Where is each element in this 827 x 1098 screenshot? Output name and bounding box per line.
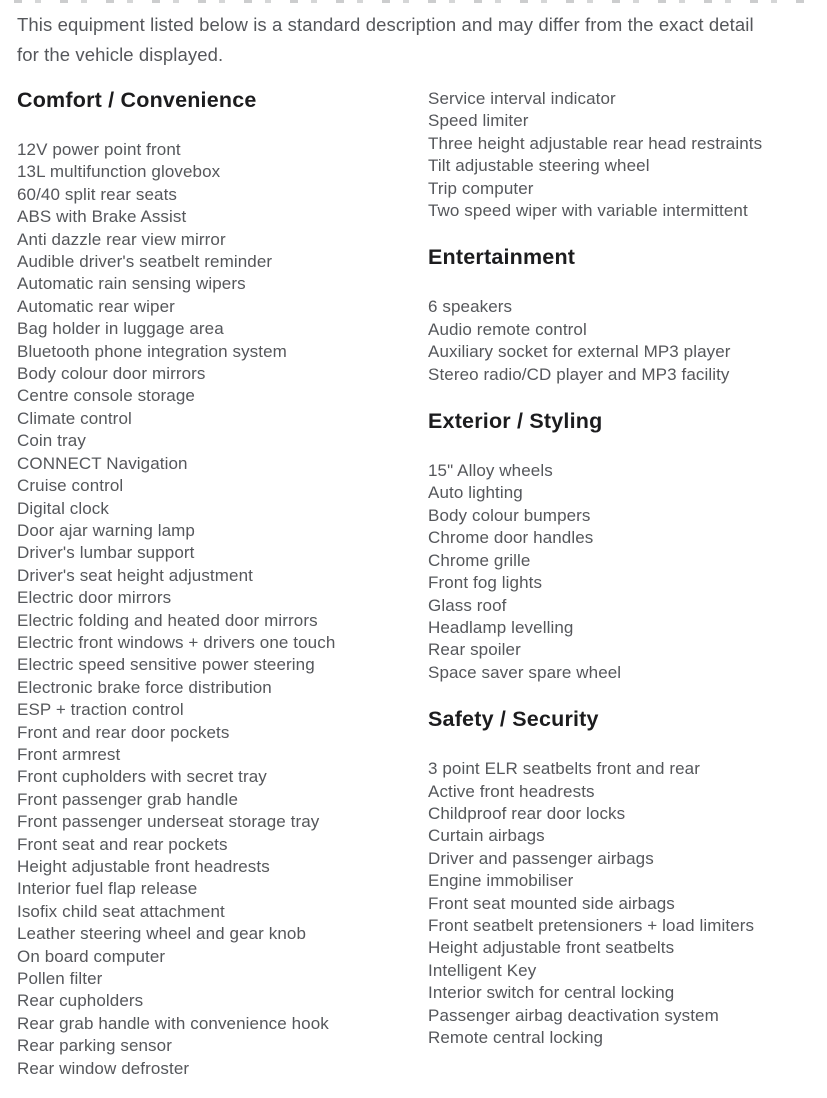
- list-item: Front passenger grab handle: [17, 789, 239, 809]
- list-item: Height adjustable front headrests: [17, 857, 270, 876]
- list-item: Two speed wiper with variable intermittent: [428, 201, 748, 221]
- list-item: Chrome door handles: [428, 528, 594, 548]
- right-column: [428, 88, 823, 1049]
- list-item: Bluetooth phone integration system: [17, 341, 287, 361]
- list-item: Rear grab handle with convenience hook: [17, 1013, 329, 1033]
- list-item: Centre console storage: [17, 386, 195, 406]
- list-item: Front seatbelt pretensioners + load limiters: [428, 915, 755, 935]
- list-item: Engine immobiliser: [428, 871, 574, 891]
- list-item: Interior switch for central locking: [428, 983, 675, 1003]
- list-item: 15" Alloy wheels: [428, 461, 553, 481]
- list-item: Tilt adjustable steering wheel: [428, 156, 650, 176]
- equipment-list: [428, 460, 823, 684]
- list-item: Isofix child seat attachment: [17, 901, 225, 921]
- list-item: Front seat mounted side airbags: [428, 893, 675, 913]
- list-item: Audio remote control: [428, 319, 587, 339]
- list-item: Glass roof: [428, 595, 507, 615]
- list-item: Pollen filter: [17, 969, 103, 989]
- list-item: Electric front windows + drivers one touch: [17, 632, 336, 652]
- list-item: Driver's seat height adjustment: [17, 565, 253, 585]
- list-item: 60/40 split rear seats: [17, 184, 178, 204]
- intro-line-1: This equipment listed below is a standard description and may differ from the exact detail: [17, 14, 754, 35]
- list-item: Curtain airbags: [428, 826, 545, 846]
- list-item: Service interval indicator: [428, 89, 616, 108]
- left-column: [17, 88, 422, 1080]
- list-item: Digital clock: [17, 498, 109, 518]
- list-item: ESP + traction control: [17, 700, 184, 720]
- section-title: Comfort / Convenience: [17, 88, 257, 112]
- list-item: Electronic brake force distribution: [17, 677, 272, 697]
- list-item: Front armrest: [17, 744, 121, 764]
- list-item: Three height adjustable rear head restraints: [428, 133, 763, 153]
- list-item: Trip computer: [428, 178, 534, 198]
- list-item: Rear parking sensor: [17, 1036, 172, 1056]
- list-item: On board computer: [17, 946, 166, 966]
- list-item: Body colour bumpers: [428, 505, 591, 525]
- list-item: 3 point ELR seatbelts front and rear: [428, 759, 700, 779]
- list-item: Electric door mirrors: [17, 588, 172, 608]
- list-item: ABS with Brake Assist: [17, 207, 187, 227]
- list-item: Rear window defroster: [17, 1058, 190, 1078]
- list-item: 12V power point front: [17, 140, 181, 159]
- list-item: Bag holder in luggage area: [17, 319, 224, 339]
- list-item: Front fog lights: [428, 573, 543, 593]
- list-item: Door ajar warning lamp: [17, 520, 195, 540]
- list-item: Front seat and rear pockets: [17, 834, 228, 854]
- equipment-list: [17, 139, 422, 1080]
- list-item: Electric folding and heated door mirrors: [17, 610, 318, 630]
- list-item: 13L multifunction glovebox: [17, 162, 221, 182]
- equipment-list: [428, 88, 823, 222]
- list-item: Interior fuel flap release: [17, 879, 198, 899]
- section-title: Entertainment: [428, 245, 576, 270]
- list-item: Driver's lumbar support: [17, 543, 195, 563]
- list-item: CONNECT Navigation: [17, 453, 188, 473]
- list-item: Audible driver's seatbelt reminder: [17, 252, 273, 272]
- list-item: Front and rear door pockets: [17, 722, 230, 742]
- list-item: Passenger airbag deactivation system: [428, 1005, 719, 1025]
- equipment-columns: [0, 88, 827, 1098]
- list-item: Height adjustable front seatbelts: [428, 938, 675, 958]
- list-item: Chrome grille: [428, 550, 531, 570]
- list-item: Front cupholders with secret tray: [17, 767, 267, 787]
- list-item: 6 speakers: [428, 297, 513, 317]
- intro-paragraph: [17, 10, 754, 70]
- list-item: Headlamp levelling: [428, 617, 574, 637]
- list-item: Remote central locking: [428, 1028, 604, 1047]
- list-item: Speed limiter: [428, 111, 529, 131]
- list-item: Coin tray: [17, 431, 86, 451]
- list-item: Intelligent Key: [428, 960, 537, 980]
- cropped-text-fragment: [14, 0, 814, 3]
- list-item: Auto lighting: [428, 483, 523, 503]
- list-item: Anti dazzle rear view mirror: [17, 229, 226, 249]
- list-item: Driver and passenger airbags: [428, 848, 654, 868]
- list-item: Climate control: [17, 408, 132, 428]
- list-item: Body colour door mirrors: [17, 364, 206, 384]
- list-item: Front passenger underseat storage tray: [17, 812, 320, 832]
- equipment-list: [428, 758, 823, 1049]
- list-item: Stereo radio/CD player and MP3 facility: [428, 364, 730, 384]
- list-item: Auxiliary socket for external MP3 player: [428, 342, 731, 362]
- list-item: Space saver spare wheel: [428, 662, 622, 682]
- list-item: Cruise control: [17, 476, 124, 496]
- list-item: Electric speed sensitive power steering: [17, 655, 315, 675]
- section-title: Exterior / Styling: [428, 409, 603, 434]
- section-title: Safety / Security: [428, 707, 599, 732]
- list-item: Automatic rain sensing wipers: [17, 274, 246, 294]
- list-item: Leather steering wheel and gear knob: [17, 924, 307, 944]
- list-item: Childproof rear door locks: [428, 803, 626, 823]
- equipment-list: [428, 296, 823, 386]
- list-item: Automatic rear wiper: [17, 296, 175, 316]
- list-item: Rear spoiler: [428, 640, 521, 660]
- list-item: Active front headrests: [428, 781, 595, 801]
- list-item: Rear cupholders: [17, 991, 144, 1011]
- intro-line-2: for the vehicle displayed.: [17, 44, 224, 65]
